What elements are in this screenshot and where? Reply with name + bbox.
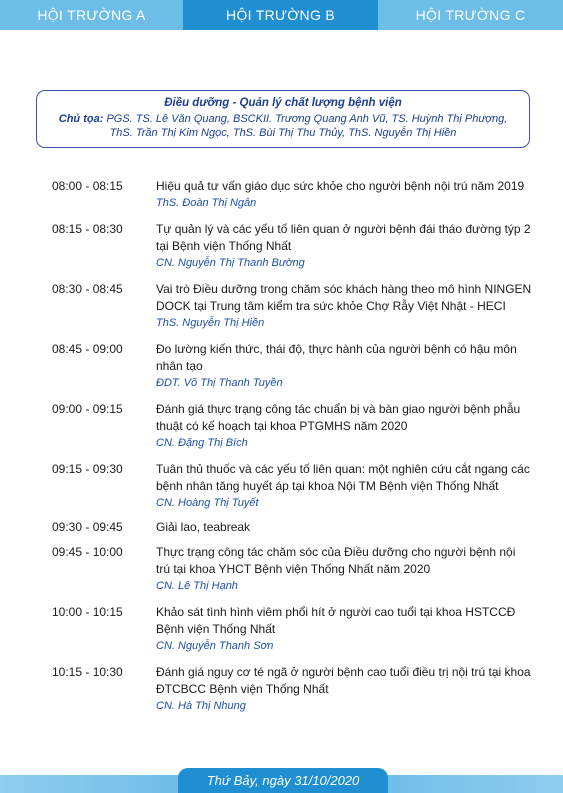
speaker-name: ThS. Nguyễn Thị Hiền [156,317,265,329]
schedule-row [52,664,532,714]
time-slot: 09:00 - 09:15 [52,402,123,416]
time-slot: 08:45 - 09:00 [52,342,123,356]
speaker-name: CN. Lê Thị Hạnh [156,580,238,592]
speaker-name: ThS. Đoàn Thị Ngân [156,197,257,209]
chairs-names-1: PGS. TS. Lê Văn Quang, BSCKII. Trương Quang Anh Vũ, TS. Huỳnh Thị Phượng, [106,113,508,125]
talk-title: Đánh giá thực trạng công tác chuẩn bị và bàn giao người bệnh phẫu thuật có kế hoạch tại khoa PTGMHS năm 2020 [156,402,521,433]
session-title: Điều dưỡng - Quản lý chất lượng bệnh viện [164,97,402,109]
footer-date: Thứ Bảy, ngày 31/10/2020 [178,768,388,793]
schedule-row-break [52,519,532,536]
session-header-box [36,90,530,148]
time-slot: 08:30 - 08:45 [52,282,123,296]
time-slot: 08:00 - 08:15 [52,179,123,193]
speaker-name: CN. Đặng Thị Bích [156,437,248,449]
schedule-row [52,221,532,271]
break-title: Giải lao, teabreak [156,520,251,534]
talk-title: Thực trạng công tác chăm sóc của Điều dưỡng cho người bệnh nội trú tại khoa YHCT Bệnh viện Thống Nhất năm 2020 [156,545,516,576]
speaker-name: CN. Hoàng Thị Tuyết [156,497,259,509]
schedule-row [52,281,532,331]
session-chairs-line-2: ThS. Trần Thị Kim Ngọc, ThS. Bùi Thị Thu Thủy, ThS. Nguyễn Thị Hiền [109,127,457,139]
time-slot: 09:45 - 10:00 [52,545,123,559]
talk-title: Tự quản lý và các yếu tố liên quan ở người bệnh đái tháo đường týp 2 tại Bệnh viện Thống Nhất [156,222,531,253]
talk-title: Vai trò Điều dưỡng trong chăm sóc khách hàng theo mô hình NINGEN DOCK tại Trung tâm kiểm tra sức khỏe Chợ Rẫy Việt Nhật - HECI [156,282,532,313]
session-chairs-line-1 [37,112,529,126]
tab-hall-b[interactable]: HỘI TRƯỜNG B [183,0,378,30]
speaker-name: ĐDT. Võ Thị Thanh Tuyền [156,377,283,389]
tab-hall-a[interactable]: HỘI TRƯỜNG A [0,0,183,30]
talk-title: Khảo sát tình hình viêm phổi hít ở người cao tuổi tại khoa HSTCCĐ Bệnh viện Thống Nhất [156,605,516,636]
hall-tabs [0,0,563,30]
tab-hall-c[interactable]: HỘI TRƯỜNG C [378,0,563,30]
time-slot: 09:15 - 09:30 [52,462,123,476]
schedule-row [52,341,532,391]
schedule-row [52,401,532,451]
chair-label: Chủ tọa: [58,113,104,125]
talk-title: Đánh giá nguy cơ té ngã ở người bệnh cao tuổi điều trị nội trú tại khoa ĐTCBCC Bệnh viện Thống Nhất [156,665,531,696]
speaker-name: CN. Nguyễn Thanh Sơn [156,640,274,652]
speaker-name: CN. Hà Thị Nhung [156,700,246,712]
schedule-list [52,178,532,714]
talk-title: Hiệu quả tư vấn giáo dục sức khỏe cho người bệnh nội trú năm 2019 [156,179,525,193]
talk-title: Đo lường kiến thức, thái độ, thực hành của người bệnh có hậu môn nhân tạo [156,342,517,373]
schedule-row [52,604,532,654]
time-slot: 10:00 - 10:15 [52,605,123,619]
time-slot: 10:15 - 10:30 [52,665,123,679]
time-slot: 09:30 - 09:45 [52,520,123,534]
footer [0,764,563,793]
schedule-row [52,461,532,511]
schedule-row [52,178,532,211]
time-slot: 08:15 - 08:30 [52,222,123,236]
speaker-name: CN. Nguyễn Thị Thanh Bường [156,257,305,269]
schedule-row [52,544,532,594]
talk-title: Tuân thủ thuốc và các yếu tố liên quan: một nghiên cứu cắt ngang các bệnh nhân tăng huyết áp tại khoa Nội TM Bệnh viện Thống Nhất [156,462,530,493]
